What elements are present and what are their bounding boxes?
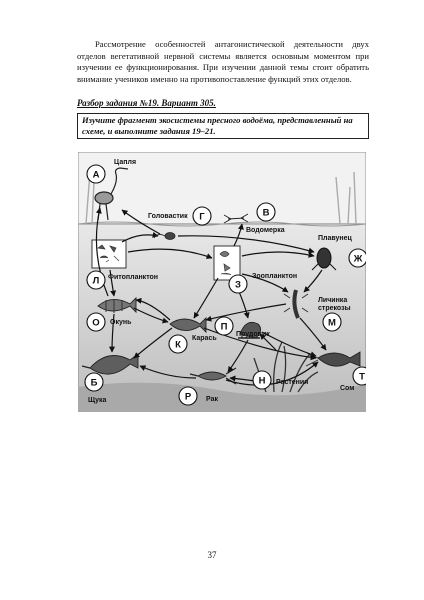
label-tadpole: Головастик bbox=[148, 213, 188, 220]
label-water-strider: Водомерка bbox=[246, 227, 285, 234]
label-perch: Окунь bbox=[110, 319, 132, 326]
label-plants: Растения bbox=[276, 379, 309, 386]
label-catfish: Сом bbox=[340, 385, 355, 392]
label-crucian: Карась bbox=[192, 335, 217, 342]
label-crayfish: Рак bbox=[206, 396, 218, 403]
letter-O: О bbox=[92, 317, 100, 329]
label-diving-beetle: Плавунец bbox=[318, 235, 352, 242]
page-number: 37 bbox=[207, 550, 217, 560]
letter-R: Р bbox=[184, 391, 192, 403]
letter-N: Н bbox=[258, 375, 266, 387]
label-heron: Цапля bbox=[114, 159, 137, 166]
label-pike: Щука bbox=[88, 397, 107, 404]
letter-A: А bbox=[92, 169, 100, 181]
label-dragonfly-1: Личинка bbox=[318, 297, 348, 304]
label-zooplankton: Зоопланктон bbox=[252, 273, 298, 280]
task-box: Изучите фрагмент экосистемы пресного водоёма, представленный на схеме, и выполните задания 19–21. bbox=[77, 113, 369, 139]
section-heading: Разбор задания №19. Вариант 305. bbox=[77, 98, 216, 108]
letter-Z: З bbox=[235, 279, 241, 291]
letter-Zh: Ж bbox=[353, 253, 363, 265]
letter-G: Г bbox=[199, 211, 205, 223]
letter-T: Т bbox=[359, 371, 365, 383]
letter-L: Л bbox=[92, 275, 100, 287]
letter-K: К bbox=[175, 339, 181, 351]
label-pond-snail: Прудовик bbox=[236, 331, 270, 338]
label-phytoplankton: Фитопланктон bbox=[108, 274, 159, 281]
letter-M: М bbox=[328, 317, 336, 329]
intro-paragraph: Рассмотрение особенностей антагонистической деятельности двух отделов вегетативной нервной системы является основным моментом при изучении ее функционирования. При изучении данной темы стоит обратить внимание учеников именно на противопоставление функций этих отделов. bbox=[77, 39, 369, 84]
letter-B: Б bbox=[90, 377, 98, 389]
letter-P: П bbox=[220, 321, 228, 333]
label-dragonfly-2: стрекозы bbox=[318, 305, 351, 312]
ecosystem-diagram bbox=[78, 152, 366, 412]
letter-V: В bbox=[262, 207, 270, 219]
